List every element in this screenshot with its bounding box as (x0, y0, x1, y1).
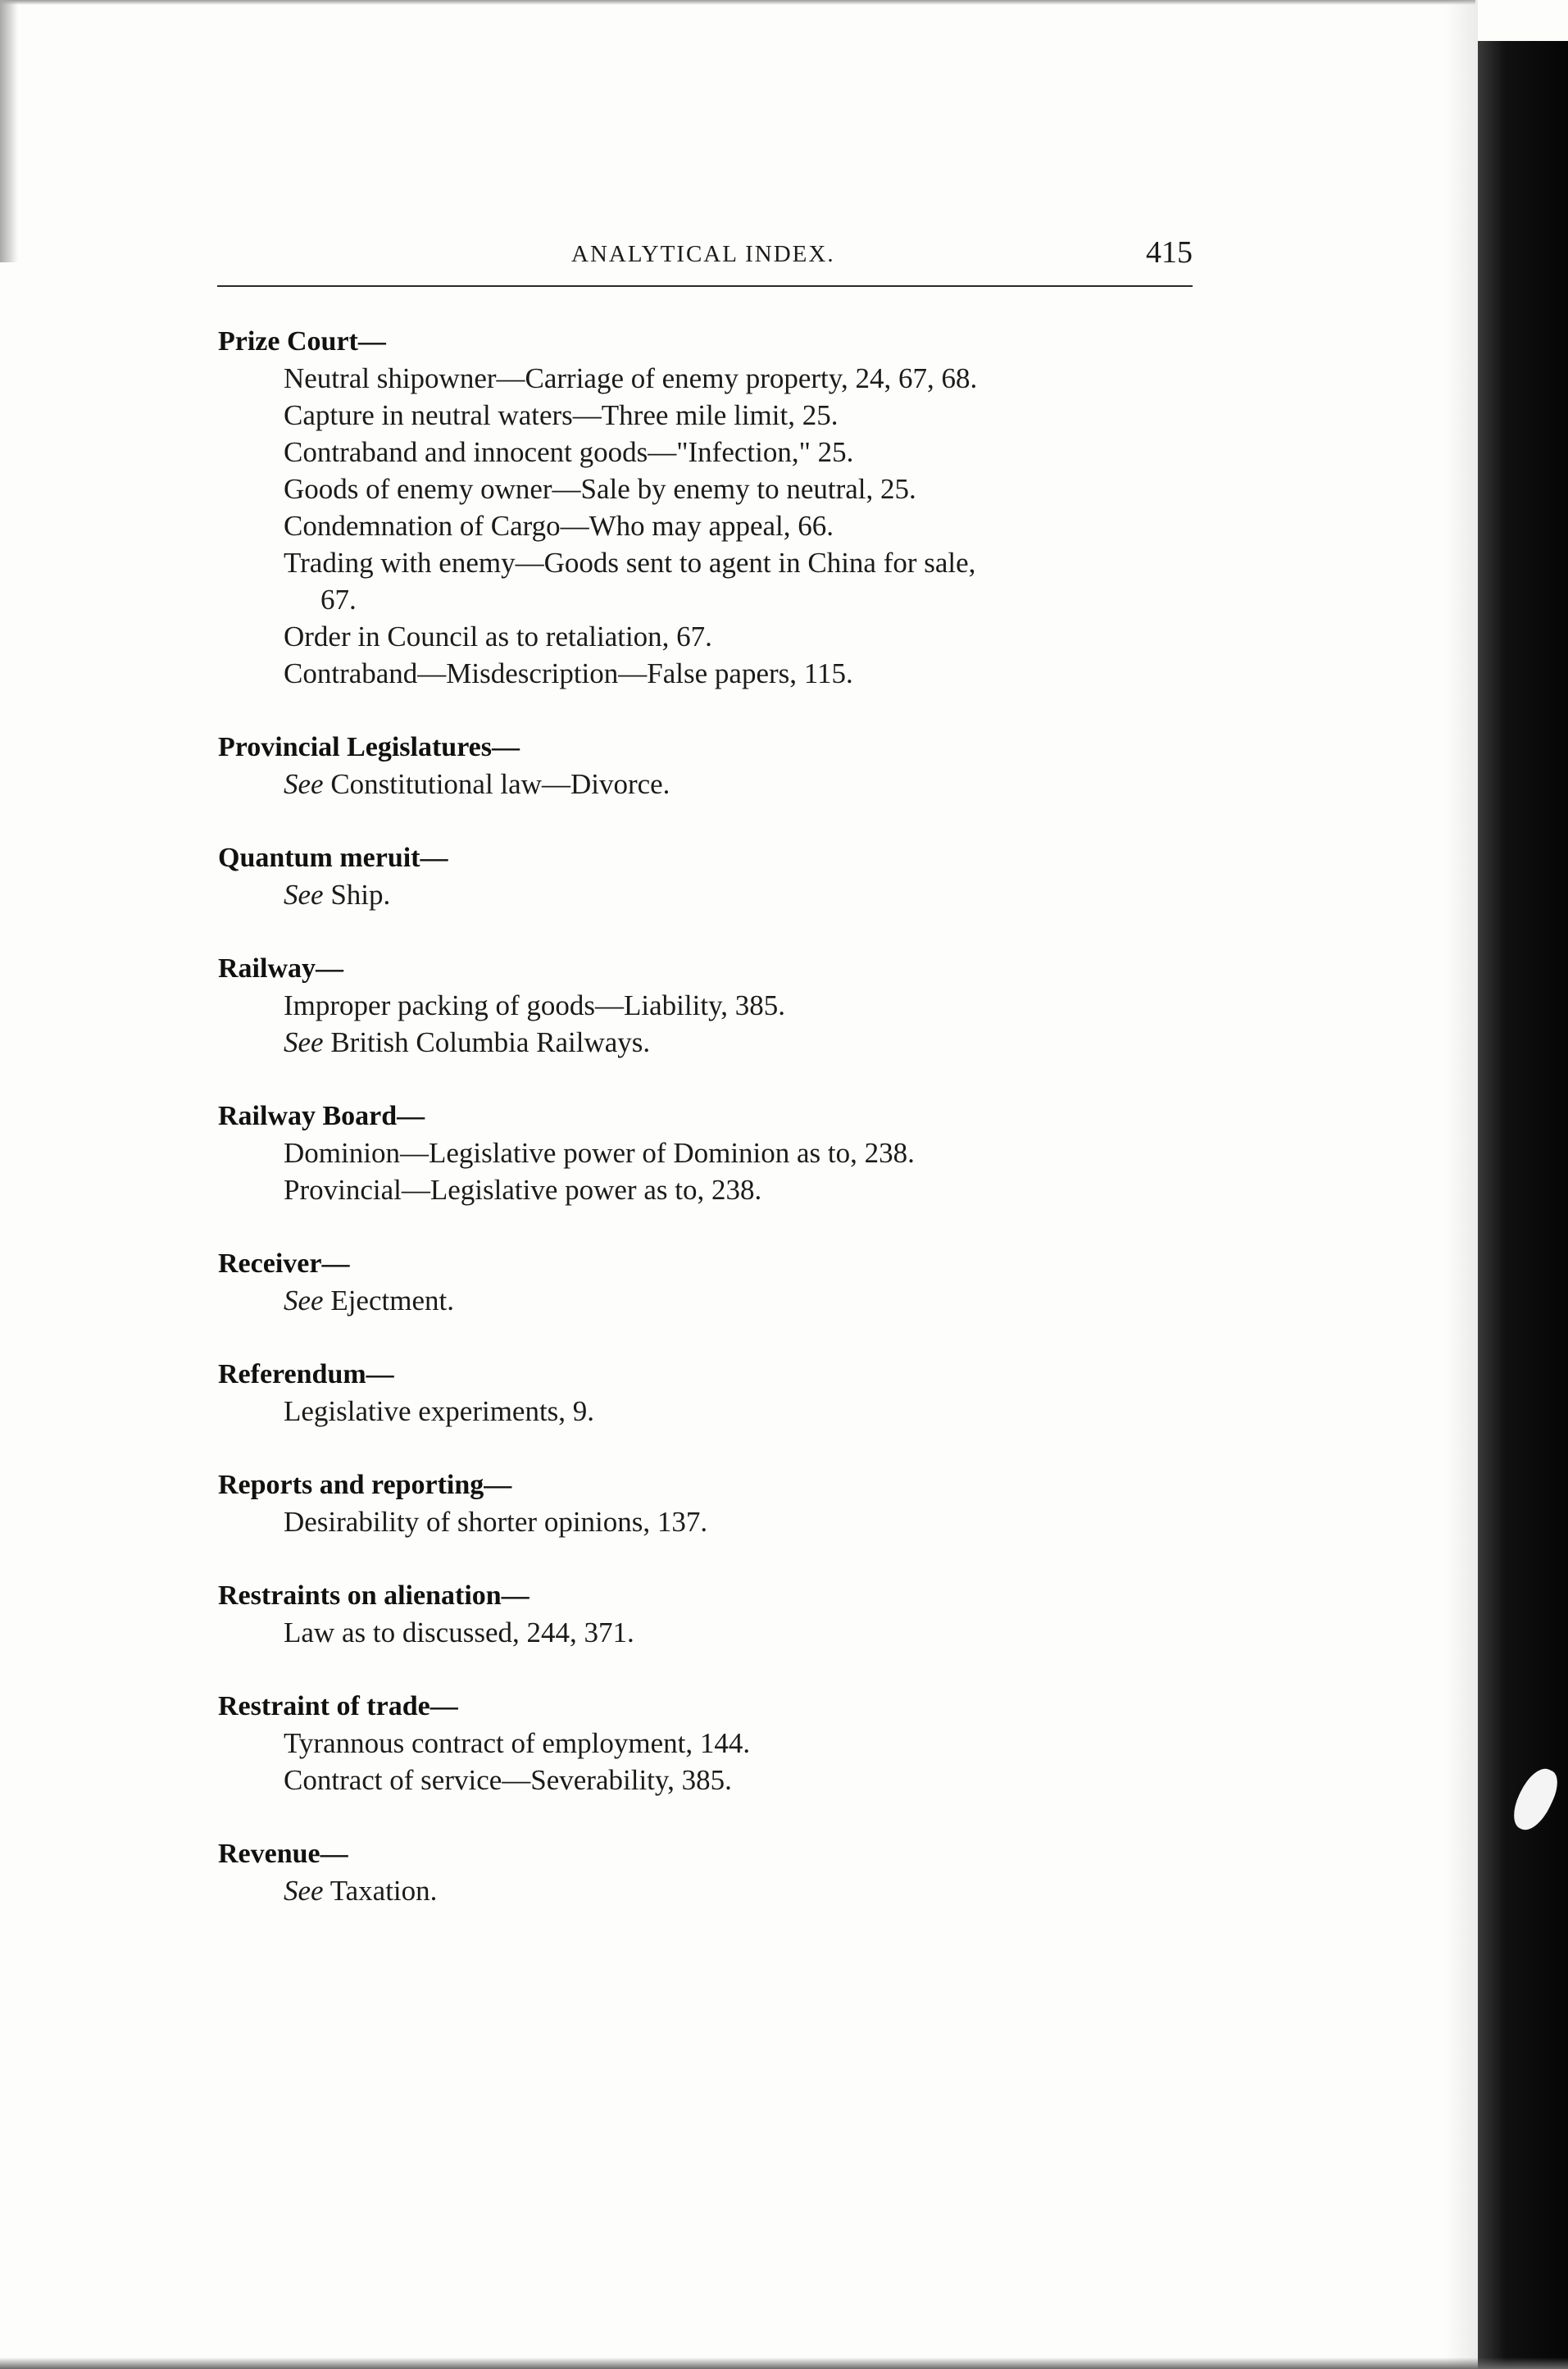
index-entry-railway (218, 950, 1193, 1061)
entry-line: Desirability of shorter opinions, 137. (284, 1506, 708, 1538)
entry-line: Condemnation of Cargo—Who may appeal, 66. (284, 510, 834, 542)
see-reference: See (284, 768, 324, 800)
entry-line: Tyrannous contract of employment, 144. (284, 1727, 751, 1759)
index-entry-reports-and-reporting (218, 1466, 1193, 1540)
entry-line: Contraband—Misdescription—False papers, 115. (284, 657, 853, 689)
index-entries (218, 323, 1193, 1946)
entry-line: Provincial—Legislative power as to, 238. (284, 1174, 762, 1206)
entry-line: Improper packing of goods—Liability, 385. (284, 989, 786, 1021)
entry-line: Contraband and innocent goods—"Infection," 25. (284, 436, 854, 468)
index-entry-revenue (218, 1835, 1193, 1909)
entry-line: Contract of service—Severability, 385. (284, 1764, 732, 1796)
index-entry-referendum (218, 1356, 1193, 1430)
entry-line (218, 766, 1193, 803)
entry-line: Trading with enemy—Goods sent to agent in China for sale, (284, 547, 976, 579)
entry-heading: Referendum— (218, 1359, 394, 1389)
scan-edge-right (1478, 41, 1568, 2369)
entry-heading: Restraints on alienation— (218, 1580, 529, 1611)
index-entry-provincial-legislatures (218, 729, 1193, 803)
see-target: Constitutional law—Divorce. (330, 768, 670, 800)
entry-heading: Receiver— (218, 1248, 350, 1279)
entry-heading: Revenue— (218, 1839, 348, 1869)
see-target: British Columbia Railways. (330, 1026, 651, 1058)
index-entry-restraint-of-trade (218, 1688, 1193, 1798)
entry-line: Legislative experiments, 9. (284, 1395, 595, 1427)
see-target: Ship. (330, 879, 391, 911)
see-reference: See (284, 1285, 324, 1316)
entry-line (218, 876, 1193, 913)
index-entry-restraints-on-alienation (218, 1577, 1193, 1651)
running-head: ANALYTICAL INDEX. (571, 241, 835, 267)
entry-line (218, 1872, 1193, 1909)
scan-edge-bottom (0, 2358, 1568, 2369)
entry-line (218, 1282, 1193, 1319)
entry-line: Dominion—Legislative power of Dominion as to, 238. (284, 1137, 915, 1169)
entry-heading: Prize Court— (218, 326, 386, 357)
index-entry-prize-court (218, 323, 1193, 692)
index-entry-railway-board (218, 1098, 1193, 1208)
entry-line-continuation: 67. (320, 584, 357, 616)
page-header (217, 234, 1193, 279)
entry-line: Law as to discussed, 244, 371. (284, 1616, 634, 1648)
entry-heading: Railway— (218, 953, 343, 984)
entry-heading: Railway Board— (218, 1101, 425, 1131)
see-reference: See (284, 1026, 324, 1058)
see-reference: See (284, 1875, 324, 1907)
entry-line: Capture in neutral waters—Three mile limit, 25. (284, 399, 839, 431)
scan-edge-top (0, 0, 1475, 5)
entry-line: Order in Council as to retaliation, 67. (284, 621, 712, 652)
entry-heading: Provincial Legislatures— (218, 732, 520, 762)
page-number: 415 (1146, 235, 1193, 270)
scan-shadow-right (1445, 0, 1478, 2369)
index-entry-receiver (218, 1245, 1193, 1319)
index-entry-quantum-meruit (218, 839, 1193, 913)
entry-line: Goods of enemy owner—Sale by enemy to neutral, 25. (284, 473, 916, 505)
entry-heading: Quantum meruit— (218, 843, 448, 873)
see-target: Taxation. (330, 1875, 438, 1907)
entry-heading: Reports and reporting— (218, 1470, 512, 1500)
see-target: Ejectment. (330, 1285, 454, 1316)
see-reference: See (284, 879, 324, 911)
entry-line (218, 1024, 1193, 1061)
entry-heading: Restraint of trade— (218, 1691, 458, 1721)
header-rule (217, 285, 1193, 287)
entry-line: Neutral shipowner—Carriage of enemy property, 24, 67, 68. (284, 362, 978, 394)
scan-edge-left (0, 0, 18, 262)
